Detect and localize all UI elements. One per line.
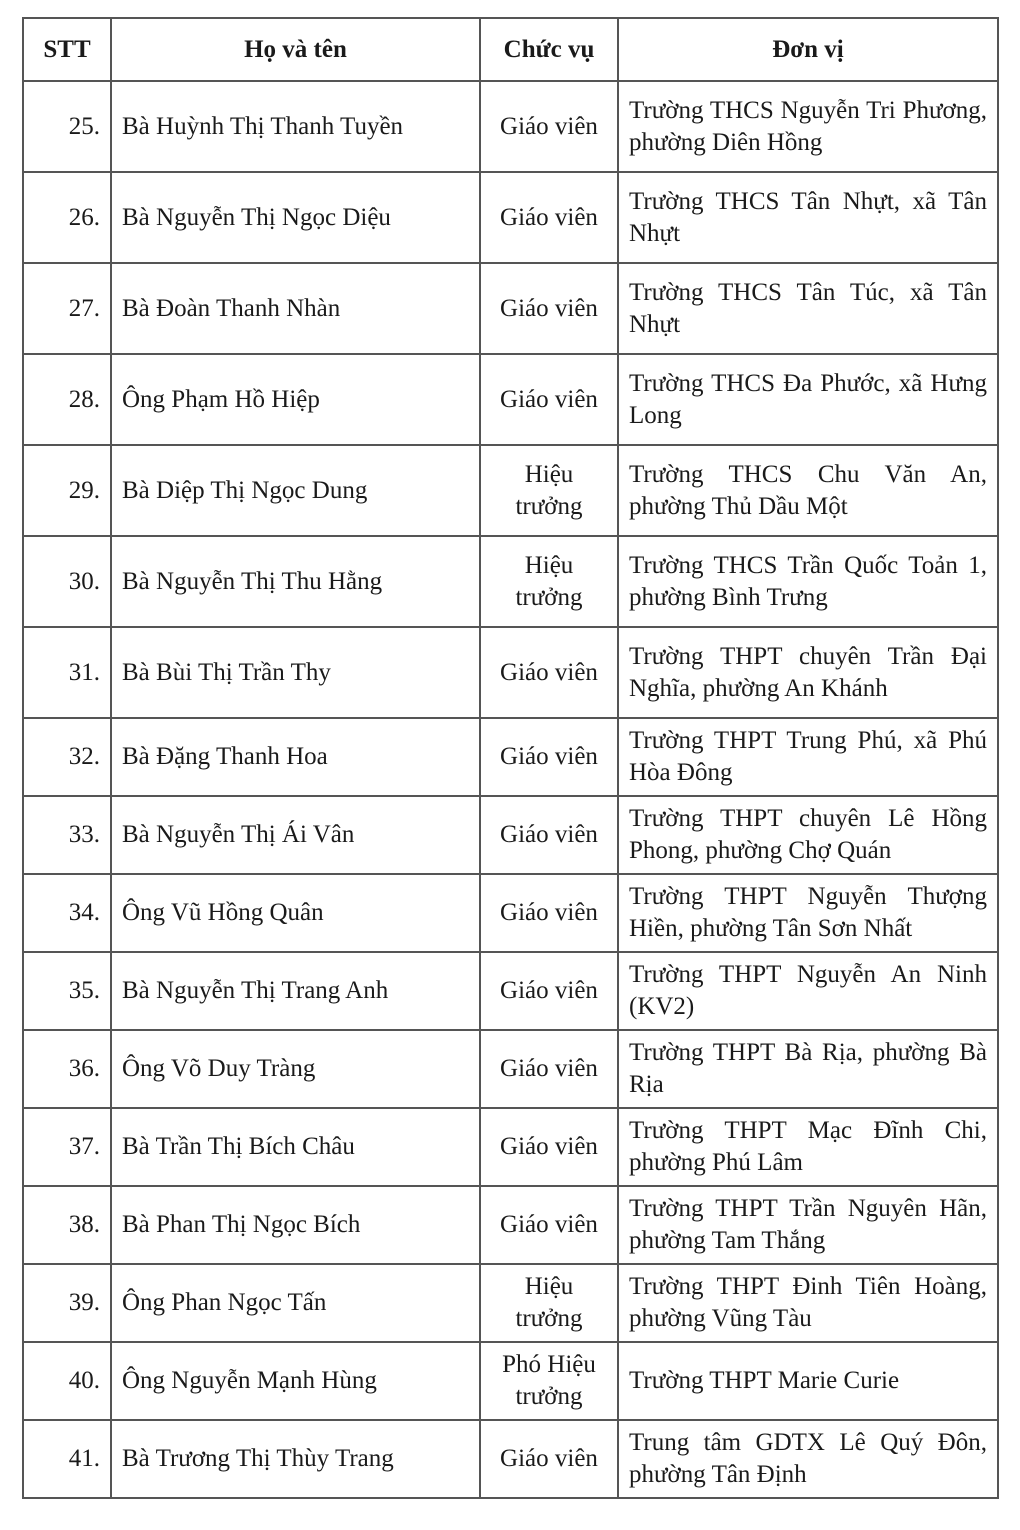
cell-name: Bà Diệp Thị Ngọc Dung xyxy=(111,445,480,536)
cell-stt: 40. xyxy=(23,1342,111,1420)
cell-unit: Trường THCS Trần Quốc Toản 1, phường Bình Trưng xyxy=(618,536,998,627)
cell-unit: Trường THCS Đa Phước, xã Hưng Long xyxy=(618,354,998,445)
cell-name: Bà Đoàn Thanh Nhàn xyxy=(111,263,480,354)
cell-name: Ông Phan Ngọc Tấn xyxy=(111,1264,480,1342)
cell-role: Giáo viên xyxy=(480,81,618,172)
header-stt: STT xyxy=(23,18,111,81)
cell-role: Hiệu trưởng xyxy=(480,1264,618,1342)
table-row xyxy=(23,354,998,445)
cell-unit: Trường THPT Trần Nguyên Hãn, phường Tam Thắng xyxy=(618,1186,998,1264)
table-row xyxy=(23,796,998,874)
honoree-table xyxy=(22,17,999,1499)
cell-unit: Trường THPT Nguyễn Thượng Hiền, phường Tân Sơn Nhất xyxy=(618,874,998,952)
cell-stt: 27. xyxy=(23,263,111,354)
cell-stt: 28. xyxy=(23,354,111,445)
cell-stt: 29. xyxy=(23,445,111,536)
header-name: Họ và tên xyxy=(111,18,480,81)
cell-name: Bà Bùi Thị Trần Thy xyxy=(111,627,480,718)
cell-stt: 30. xyxy=(23,536,111,627)
cell-unit: Trường THCS Tân Túc, xã Tân Nhựt xyxy=(618,263,998,354)
cell-stt: 34. xyxy=(23,874,111,952)
cell-name: Ông Nguyễn Mạnh Hùng xyxy=(111,1342,480,1420)
cell-unit: Trường THPT Đinh Tiên Hoàng, phường Vũng Tàu xyxy=(618,1264,998,1342)
table-row xyxy=(23,172,998,263)
cell-stt: 41. xyxy=(23,1420,111,1498)
cell-role: Giáo viên xyxy=(480,1420,618,1498)
cell-name: Bà Huỳnh Thị Thanh Tuyền xyxy=(111,81,480,172)
cell-unit: Trường THCS Nguyễn Tri Phương, phường Diên Hồng xyxy=(618,81,998,172)
cell-name: Bà Nguyễn Thị Thu Hằng xyxy=(111,536,480,627)
cell-name: Bà Đặng Thanh Hoa xyxy=(111,718,480,796)
header-row xyxy=(23,18,998,81)
cell-stt: 36. xyxy=(23,1030,111,1108)
cell-role: Giáo viên xyxy=(480,952,618,1030)
cell-role: Giáo viên xyxy=(480,874,618,952)
cell-name: Ông Phạm Hồ Hiệp xyxy=(111,354,480,445)
cell-role: Giáo viên xyxy=(480,1030,618,1108)
cell-role: Hiệu trưởng xyxy=(480,536,618,627)
cell-role: Giáo viên xyxy=(480,627,618,718)
cell-role: Giáo viên xyxy=(480,354,618,445)
cell-role: Giáo viên xyxy=(480,1108,618,1186)
cell-role: Giáo viên xyxy=(480,263,618,354)
table-row xyxy=(23,874,998,952)
table-row xyxy=(23,81,998,172)
cell-stt: 25. xyxy=(23,81,111,172)
cell-name: Bà Phan Thị Ngọc Bích xyxy=(111,1186,480,1264)
cell-unit: Trường THCS Chu Văn An, phường Thủ Dầu Một xyxy=(618,445,998,536)
cell-unit: Trường THPT Marie Curie xyxy=(618,1342,998,1420)
cell-name: Bà Nguyễn Thị Ngọc Diệu xyxy=(111,172,480,263)
table-row xyxy=(23,1264,998,1342)
cell-name: Bà Nguyễn Thị Trang Anh xyxy=(111,952,480,1030)
cell-stt: 39. xyxy=(23,1264,111,1342)
cell-unit: Trường THPT Bà Rịa, phường Bà Rịa xyxy=(618,1030,998,1108)
cell-role: Hiệu trưởng xyxy=(480,445,618,536)
cell-name: Bà Nguyễn Thị Ái Vân xyxy=(111,796,480,874)
header-unit: Đơn vị xyxy=(618,18,998,81)
table-row xyxy=(23,1030,998,1108)
cell-name: Bà Trần Thị Bích Châu xyxy=(111,1108,480,1186)
cell-role: Phó Hiệu trưởng xyxy=(480,1342,618,1420)
cell-stt: 26. xyxy=(23,172,111,263)
cell-unit: Trường THPT Mạc Đĩnh Chi, phường Phú Lâm xyxy=(618,1108,998,1186)
cell-unit: Trung tâm GDTX Lê Quý Đôn, phường Tân Định xyxy=(618,1420,998,1498)
cell-unit: Trường THPT Trung Phú, xã Phú Hòa Đông xyxy=(618,718,998,796)
table-row xyxy=(23,1420,998,1498)
table-row xyxy=(23,1108,998,1186)
cell-name: Bà Trương Thị Thùy Trang xyxy=(111,1420,480,1498)
cell-unit: Trường THPT Nguyễn An Ninh (KV2) xyxy=(618,952,998,1030)
cell-stt: 37. xyxy=(23,1108,111,1186)
table-row xyxy=(23,952,998,1030)
cell-stt: 33. xyxy=(23,796,111,874)
table-row xyxy=(23,1342,998,1420)
cell-role: Giáo viên xyxy=(480,796,618,874)
cell-stt: 31. xyxy=(23,627,111,718)
cell-role: Giáo viên xyxy=(480,172,618,263)
table-row xyxy=(23,627,998,718)
table-row xyxy=(23,263,998,354)
cell-unit: Trường THCS Tân Nhựt, xã Tân Nhựt xyxy=(618,172,998,263)
table-row xyxy=(23,1186,998,1264)
header-role: Chức vụ xyxy=(480,18,618,81)
cell-name: Ông Vũ Hồng Quân xyxy=(111,874,480,952)
cell-stt: 32. xyxy=(23,718,111,796)
table-row xyxy=(23,445,998,536)
table-row xyxy=(23,536,998,627)
table-row xyxy=(23,718,998,796)
cell-role: Giáo viên xyxy=(480,718,618,796)
cell-stt: 35. xyxy=(23,952,111,1030)
cell-stt: 38. xyxy=(23,1186,111,1264)
cell-role: Giáo viên xyxy=(480,1186,618,1264)
cell-name: Ông Võ Duy Tràng xyxy=(111,1030,480,1108)
cell-unit: Trường THPT chuyên Trần Đại Nghĩa, phường An Khánh xyxy=(618,627,998,718)
cell-unit: Trường THPT chuyên Lê Hồng Phong, phường Chợ Quán xyxy=(618,796,998,874)
